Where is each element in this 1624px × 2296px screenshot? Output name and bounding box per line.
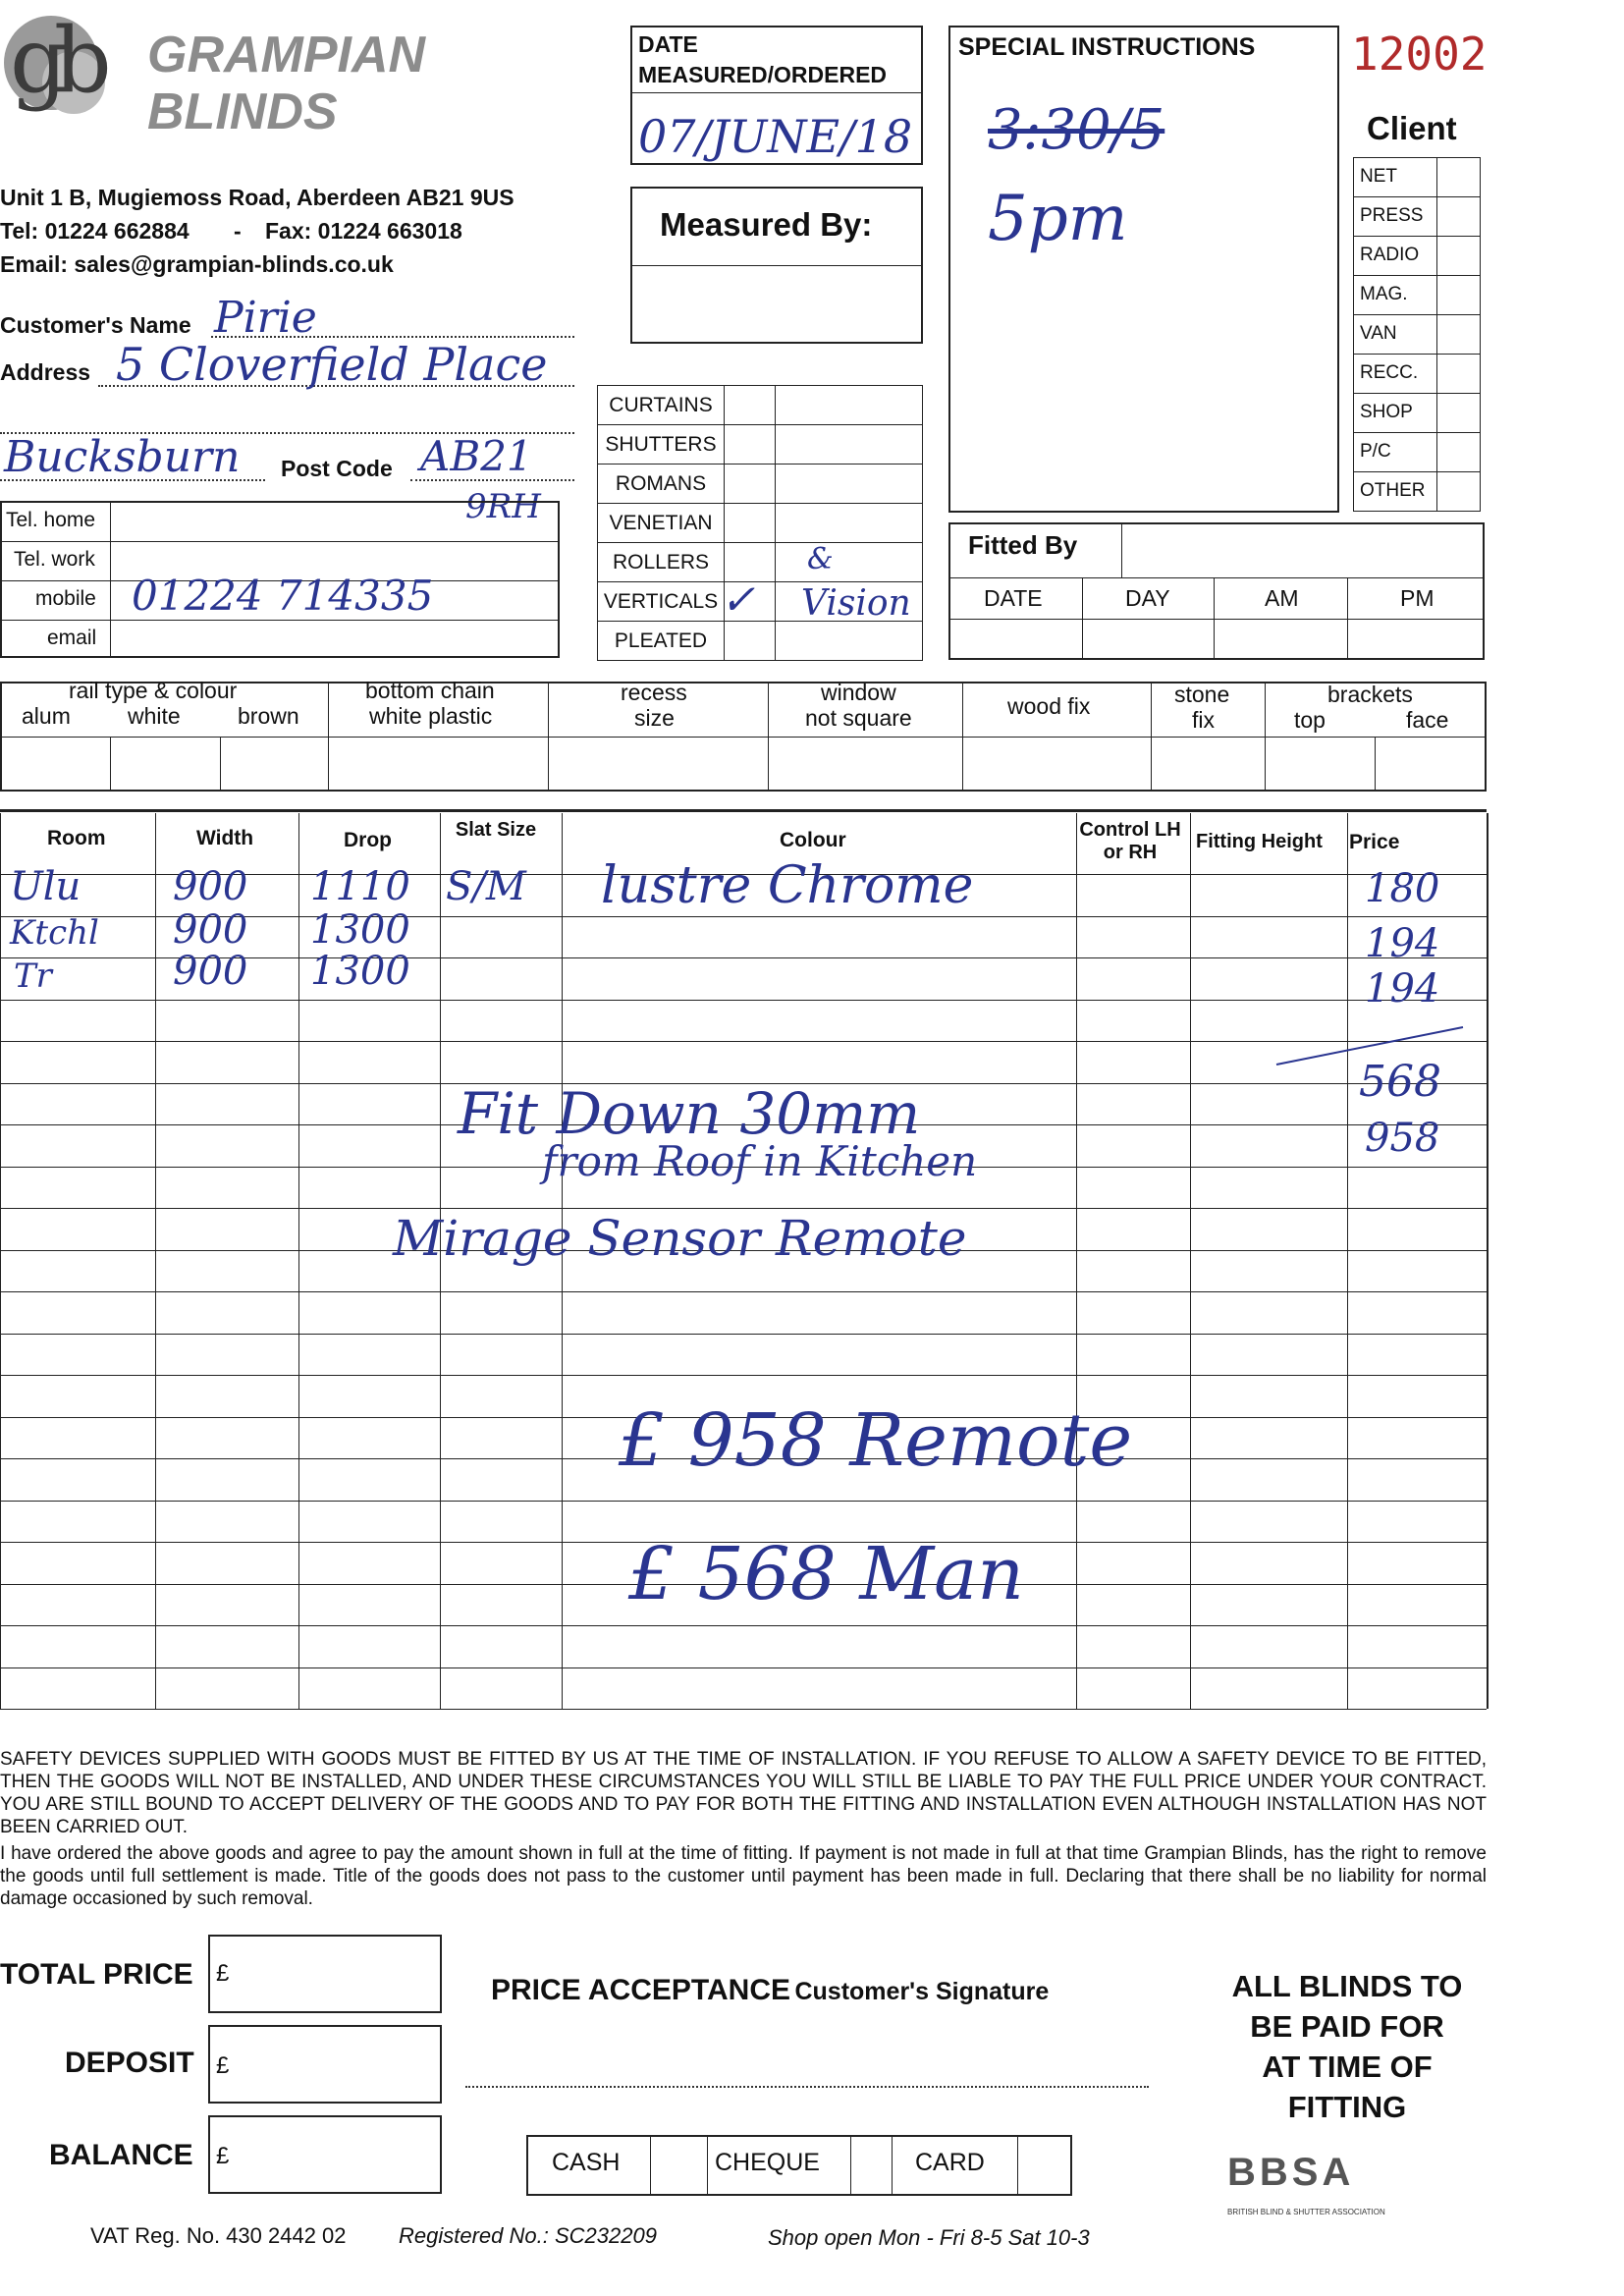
bbsa-logo-sub: BRITISH BLIND & SHUTTER ASSOCIATION <box>1227 2208 1385 2216</box>
client-source-checkbox[interactable] <box>1436 275 1481 315</box>
table-row[interactable] <box>0 1334 1487 1376</box>
brackets-top: top <box>1294 707 1326 733</box>
total-price-label: TOTAL PRICE <box>0 1958 193 1991</box>
row3-width[interactable]: 900 <box>173 949 248 994</box>
order-row-divider <box>0 1709 1487 1710</box>
row1-width[interactable]: 900 <box>173 864 248 909</box>
note-line-3: Mirage Sensor Remote <box>393 1210 967 1267</box>
stone-fix-sub: fix <box>1192 707 1215 733</box>
company-email: Email: sales@grampian-blinds.co.uk <box>0 251 394 277</box>
registered-no: Registered No.: SC232209 <box>399 2223 657 2248</box>
company-tel: Tel: 01224 662884 <box>0 218 189 244</box>
table-row[interactable] <box>0 1041 1487 1083</box>
row3-room[interactable]: Tr <box>14 957 52 996</box>
company-fax: Fax: 01224 663018 <box>265 218 462 244</box>
client-source-checkbox[interactable] <box>1436 432 1481 472</box>
client-source-label: VAN <box>1353 314 1437 355</box>
row1-slat[interactable]: S/M <box>446 864 526 909</box>
recess-sub: size <box>634 705 675 731</box>
header-drop: Drop <box>344 829 392 851</box>
header-slat-size: Slat Size <box>455 819 537 841</box>
date-label: DATE <box>638 31 698 57</box>
cheque-label: CHEQUE <box>715 2149 820 2176</box>
mobile-value[interactable]: 01224 714335 <box>132 572 434 620</box>
balance-label: BALANCE <box>49 2139 193 2171</box>
note-line-1: Fit Down 30mm <box>458 1080 921 1147</box>
window-sub: not square <box>805 705 912 731</box>
email-field[interactable] <box>110 620 558 656</box>
row1-colour[interactable]: lustre Chrome <box>601 856 974 915</box>
product-type-checkbox[interactable] <box>724 621 776 661</box>
client-source-label: OTHER <box>1353 471 1437 512</box>
card-checkbox[interactable] <box>1017 2137 1070 2194</box>
postcode-label: Post Code <box>281 456 393 481</box>
window-label: window <box>821 680 896 705</box>
client-source-checkbox[interactable] <box>1436 314 1481 355</box>
recess-label: recess <box>621 680 687 705</box>
brackets-label: brackets <box>1327 682 1413 707</box>
client-source-checkbox[interactable] <box>1436 196 1481 237</box>
company-logo <box>0 8 442 140</box>
fitted-by-label: Fitted By <box>968 530 1078 560</box>
product-type-label: CURTAINS <box>597 385 725 425</box>
product-type-note[interactable] <box>775 385 923 425</box>
product-type-label: ROLLERS <box>597 542 725 582</box>
header-colour: Colour <box>780 829 846 851</box>
fitted-day-label: DAY <box>1125 585 1170 611</box>
header-width: Width <box>196 827 254 849</box>
client-source-label: RECC. <box>1353 354 1437 394</box>
order-number: 12002 <box>1351 27 1488 81</box>
row1-room[interactable]: Ulu <box>10 864 81 909</box>
vat-reg: VAT Reg. No. 430 2442 02 <box>90 2223 347 2248</box>
order-column-divider <box>1487 813 1489 1709</box>
brackets-face: face <box>1406 707 1449 733</box>
terms-safety: SAFETY DEVICES SUPPLIED WITH GOODS MUST BE FITTED BY US AT THE TIME OF INSTALLATION. IF YOU REFUSE TO ALLOW A SAFETY DEVICE TO BE FITTED, THEN THE GOODS WILL NOT BE INSTALLED, AND UNDER THESE CIRCUMSTANCES YOU WILL STILL BE LIABLE TO PAY THE FULL PRICE UNDER YOUR CONTRACT. YOU ARE STILL BOUND TO ACCEPT DELIVERY OF THE GOODS AND TO PAY FOR BOTH THE FITTING AND INSTALLATION EVEN ALTHOUGH INSTALLATION HAS NOT BEEN CARRIED OUT. <box>0 1749 1487 1837</box>
customer-name-value[interactable]: Pirie <box>214 293 317 343</box>
client-source-checkbox[interactable] <box>1436 471 1481 512</box>
measured-by-label: Measured By: <box>660 206 873 243</box>
client-source-label: SHOP <box>1353 393 1437 433</box>
client-label: Client <box>1367 110 1457 146</box>
table-row[interactable] <box>0 1625 1487 1667</box>
logo-letters: gb <box>10 8 98 113</box>
deposit-field[interactable] <box>208 2025 442 2104</box>
tel-work-label: Tel. work <box>14 548 95 571</box>
dash-separator: - <box>234 218 242 244</box>
total-remote-price: 958 <box>1365 1116 1440 1161</box>
measured-by-field[interactable] <box>632 265 921 342</box>
note-line-2: from Roof in Kitchen <box>542 1137 978 1185</box>
rail-brown: brown <box>238 703 299 729</box>
product-type-note[interactable] <box>775 621 923 661</box>
header-fitting-height: Fitting Height <box>1196 831 1323 852</box>
product-type-label: PLEATED <box>597 621 725 661</box>
product-type-checkbox[interactable] <box>724 385 776 425</box>
date-value[interactable]: 07/JUNE/18 <box>638 110 913 163</box>
bottom-chain-sub: white plastic <box>369 703 493 729</box>
postcode-value-1[interactable]: AB21 <box>420 432 533 480</box>
tel-home-field[interactable] <box>110 503 558 539</box>
price-acceptance-bold: PRICE ACCEPTANCE <box>491 1974 791 2006</box>
notice-line-1: ALL BLINDS TO <box>1231 1969 1463 2003</box>
rail-white: white <box>128 703 181 729</box>
rail-alum: alum <box>22 703 71 729</box>
cheque-checkbox[interactable] <box>850 2137 890 2194</box>
mobile-label: mobile <box>35 587 96 610</box>
fitted-pm-label: PM <box>1400 585 1435 611</box>
payment-notice <box>1200 1966 1494 2127</box>
summary-remote: £ 958 Remote <box>619 1398 1133 1483</box>
bbsa-logo <box>1227 2151 1473 2219</box>
total-man-price: 568 <box>1359 1057 1441 1107</box>
row2-room[interactable]: Ktchl <box>10 913 99 953</box>
email-label: email <box>47 627 97 649</box>
terms-payment: I have ordered the above goods and agree to pay the amount shown in full at the time of fitting. If payment is not made in full at that time Grampian Blinds, has the right to remove the goods until full settlement is made. Title of the goods does not pass to the customer until payment has been made in full. Declaring that there shall be no liability for normal damage occasioned by such removal. <box>0 1843 1487 1909</box>
notice-line-3: AT TIME OF <box>1262 2050 1433 2084</box>
cash-label: CASH <box>552 2149 621 2176</box>
tel-home-label: Tel. home <box>6 509 96 531</box>
address-value[interactable]: 5 Cloverfield Place <box>116 338 548 391</box>
client-source-checkbox[interactable] <box>1436 393 1481 433</box>
client-source-label: PRESS <box>1353 196 1437 237</box>
product-type-note[interactable] <box>775 464 923 504</box>
total-price-field[interactable] <box>208 1935 442 2013</box>
bbsa-logo-text: BBSA <box>1227 2151 1355 2194</box>
row1-drop[interactable]: 1110 <box>310 864 410 909</box>
wood-fix-label: wood fix <box>1007 693 1091 719</box>
product-type-note[interactable] <box>775 542 923 582</box>
product-type-checkbox[interactable] <box>724 424 776 465</box>
notice-line-2: BE PAID FOR <box>1250 2009 1444 2044</box>
row3-price[interactable]: 194 <box>1365 966 1440 1011</box>
date-label-2: MEASURED/ORDERED <box>638 62 888 87</box>
product-type-label: SHUTTERS <box>597 424 725 465</box>
balance-currency: £ <box>216 2143 230 2169</box>
balance-field[interactable] <box>208 2115 442 2194</box>
product-type-note[interactable] <box>775 424 923 465</box>
town-value[interactable]: Bucksburn <box>4 432 241 482</box>
deposit-currency: £ <box>216 2052 230 2079</box>
client-source-label: NET <box>1353 157 1437 197</box>
header-price: Price <box>1349 831 1400 853</box>
customer-signature-label: Customer's Signature <box>794 1978 1050 2005</box>
deposit-label: DEPOSIT <box>65 2047 194 2079</box>
fitted-am-label: AM <box>1265 585 1299 611</box>
shop-hours: Shop open Mon - Fri 8-5 Sat 10-3 <box>768 2225 1090 2250</box>
client-source-checkbox[interactable] <box>1436 157 1481 197</box>
card-label: CARD <box>915 2149 985 2176</box>
row1-price[interactable]: 180 <box>1365 866 1440 911</box>
table-row[interactable] <box>0 1667 1487 1710</box>
price-acceptance-label <box>491 1974 1049 2007</box>
cash-checkbox[interactable] <box>650 2137 705 2194</box>
notice-line-4: FITTING <box>1287 2090 1407 2124</box>
special-instructions-value[interactable]: 5pm <box>988 183 1128 255</box>
client-source-checkbox[interactable] <box>1436 354 1481 394</box>
fitted-by-name-field[interactable] <box>1121 524 1483 575</box>
company-name-line1: GRAMPIAN <box>147 27 426 83</box>
total-currency: £ <box>216 1960 230 1987</box>
verticals-check: ✓ <box>721 575 756 624</box>
client-source-label: RADIO <box>1353 236 1437 276</box>
client-source-checkbox[interactable] <box>1436 236 1481 276</box>
header-control: Control LH or RH <box>1079 819 1181 863</box>
product-note-vision: Vision <box>801 583 911 624</box>
postcode-value-2[interactable]: 9RH <box>465 487 541 526</box>
row2-price[interactable]: 194 <box>1365 921 1440 966</box>
special-instructions-struck: 3:30/5 <box>988 98 1165 162</box>
header-room: Room <box>47 827 106 849</box>
product-type-label: ROMANS <box>597 464 725 504</box>
product-type-checkbox[interactable] <box>724 464 776 504</box>
client-source-label: MAG. <box>1353 275 1437 315</box>
special-instructions-label: SPECIAL INSTRUCTIONS <box>958 33 1256 61</box>
product-type-checkbox[interactable] <box>724 503 776 543</box>
product-type-note[interactable] <box>775 503 923 543</box>
company-address: Unit 1 B, Mugiemoss Road, Aberdeen AB21 9US <box>0 185 514 210</box>
client-source-table <box>1353 157 1481 511</box>
product-type-label: VENETIAN <box>597 503 725 543</box>
customer-name-label: Customer's Name <box>0 312 191 338</box>
company-name-line2: BLINDS <box>147 83 338 140</box>
summary-man: £ 568 Man <box>628 1532 1024 1616</box>
row2-width[interactable]: 900 <box>173 907 248 953</box>
table-row[interactable] <box>0 1000 1487 1042</box>
signature-line[interactable] <box>465 2086 1149 2088</box>
stone-fix-label: stone <box>1174 682 1230 707</box>
bottom-chain-label: bottom chain <box>365 678 495 703</box>
client-source-label: P/C <box>1353 432 1437 472</box>
address-label: Address <box>0 359 91 385</box>
product-note-amp: & <box>807 542 834 576</box>
table-row[interactable] <box>0 1291 1487 1334</box>
product-type-label: VERTICALS <box>597 581 725 622</box>
rail-type-label: rail type & colour <box>69 678 238 703</box>
row2-drop[interactable]: 1300 <box>310 907 410 953</box>
fitted-date-label: DATE <box>984 585 1043 611</box>
row3-drop[interactable]: 1300 <box>310 949 410 994</box>
